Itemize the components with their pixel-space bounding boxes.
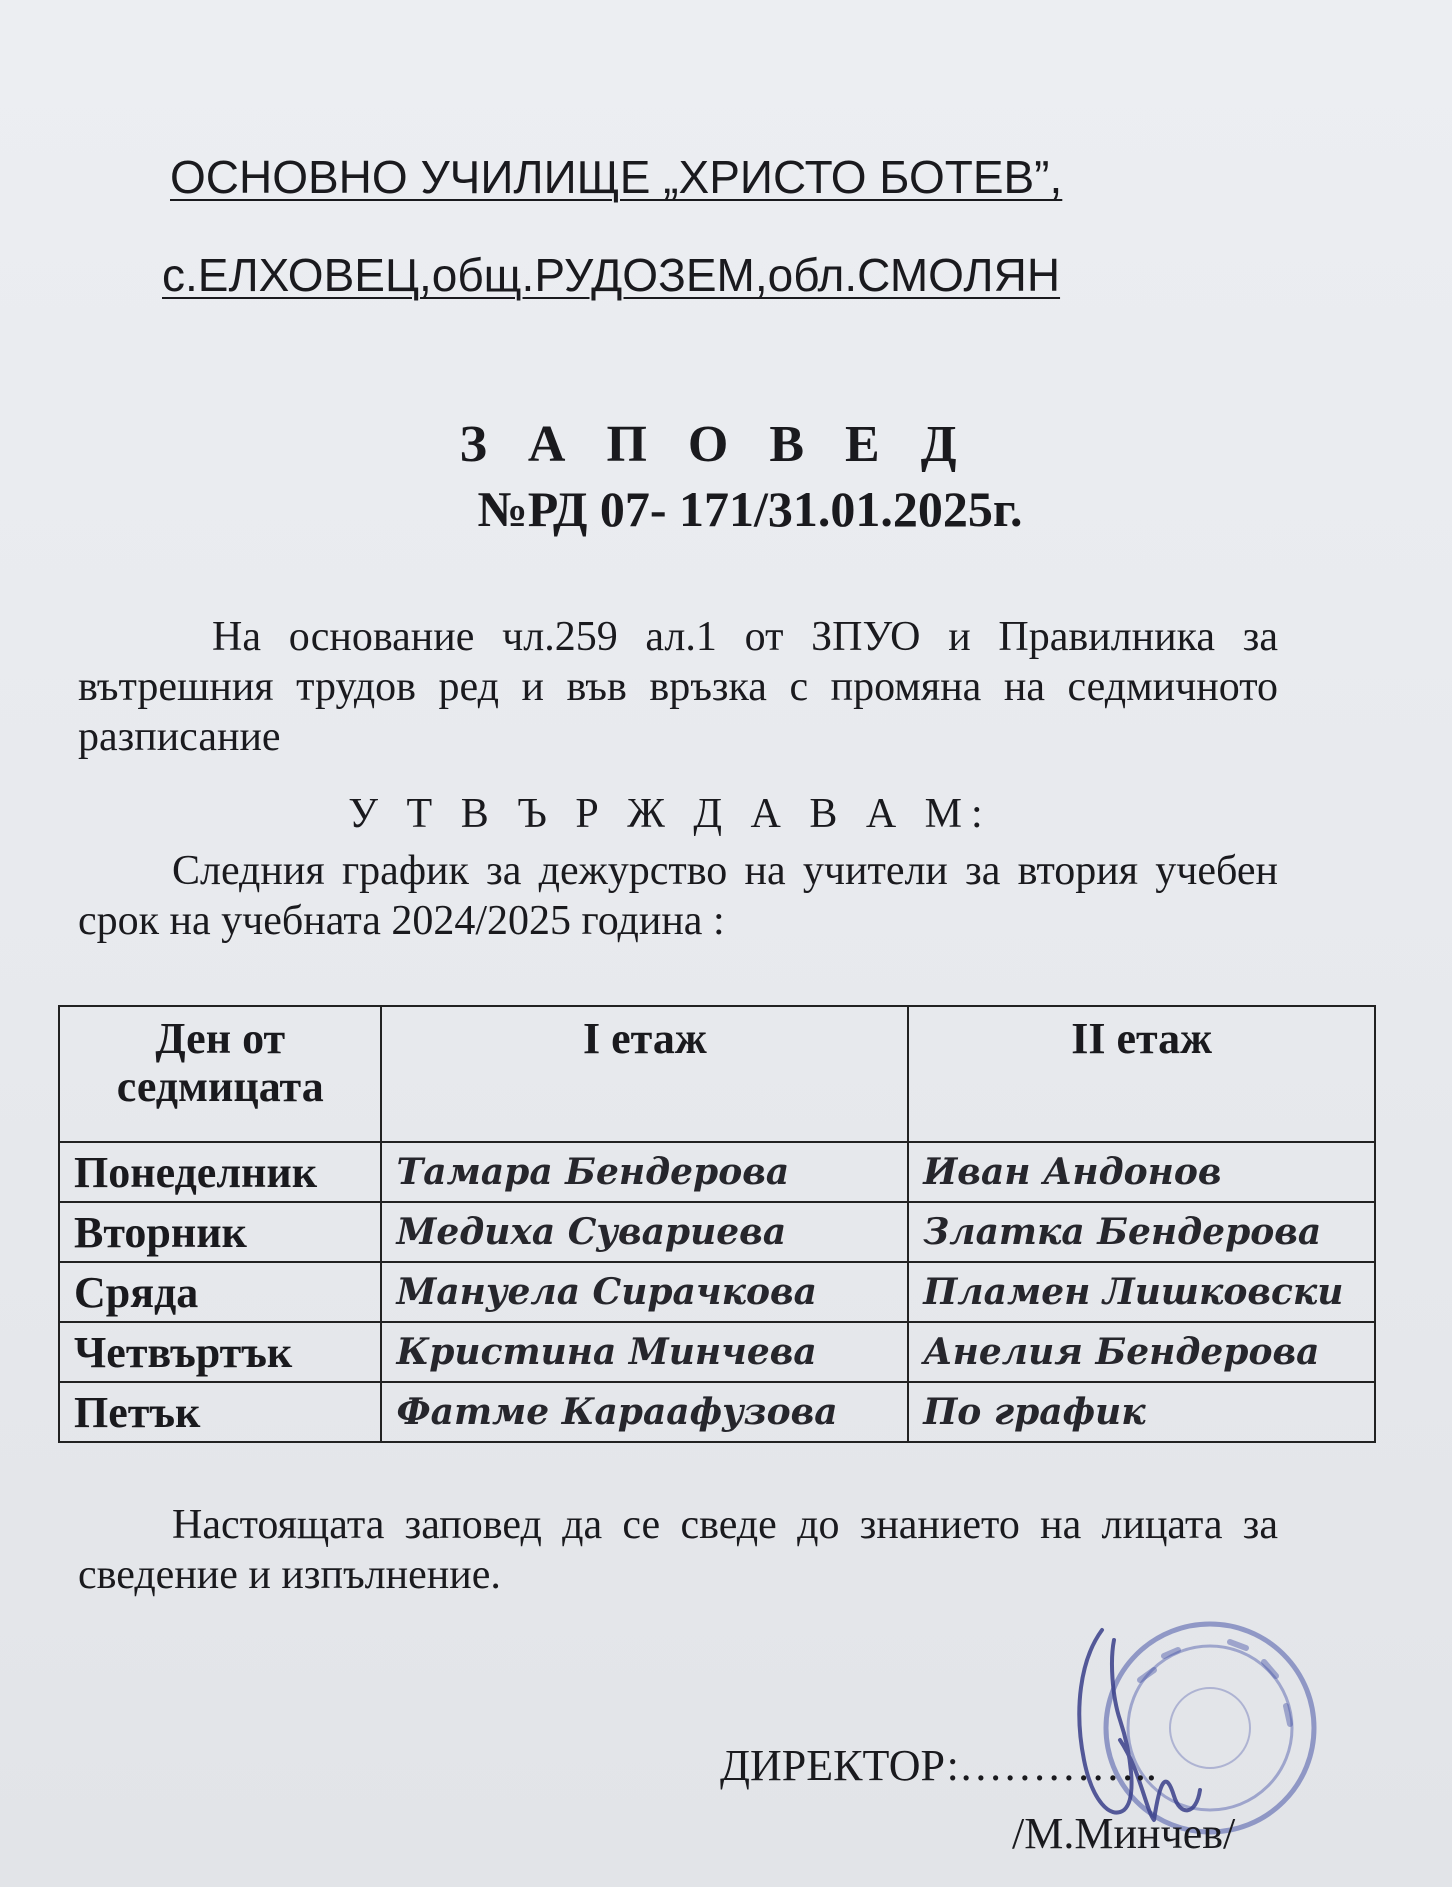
table-row [59,1262,1375,1322]
floor2-teacher-cell: Пламен Лишковски [908,1262,1375,1322]
floor1-teacher-cell: Фатме Караафузова [381,1382,908,1442]
day-cell: Сряда [59,1262,381,1322]
floor2-teacher-cell: Златка Бендерова [908,1202,1375,1262]
table-row [59,1142,1375,1202]
header-floor2: II етаж [908,1006,1375,1142]
floor1-teacher-cell: Медиха Сувариева [381,1202,908,1262]
director-signature-icon [1050,1620,1250,1840]
order-number: №РД 07- 171/31.01.2025г. [477,481,1023,537]
day-cell: Четвъртък [59,1322,381,1382]
day-cell: Вторник [59,1202,381,1262]
schedule-intro-paragraph: Следния график за дежурство на учители за втория учебен срок на учебната 2024/2025 година : [78,848,1278,944]
duty-schedule-table [58,1005,1376,1443]
header-floor1: I етаж [381,1006,908,1142]
floor2-teacher-cell: Анелия Бендерова [908,1322,1375,1382]
director-label: ДИРЕКТОР:………….. [720,1741,1157,1790]
basis-paragraph: На основание чл.259 ал.1 от ЗПУО и Правилника за вътрешния трудов ред и във връзка с промяна на седмичното разписание [78,614,1278,760]
table-row [59,1202,1375,1262]
header-day: Ден от седмицата [59,1006,381,1142]
table-header-row [59,1006,1375,1142]
school-address-line2: с.ЕЛХОВЕЦ,общ.РУДОЗЕМ,обл.СМОЛЯН [162,249,1061,301]
table-row [59,1322,1375,1382]
table-row [59,1382,1375,1442]
floor2-teacher-cell: Иван Андонов [908,1142,1375,1202]
floor1-teacher-cell: Мануела Сирачкова [381,1262,908,1322]
day-cell: Понеделник [59,1142,381,1202]
director-name: /М.Минчев/ [1012,1809,1236,1858]
closing-paragraph: Настоящата заповед да се сведе до знанието на лицата за сведение и изпълнение. [78,1502,1278,1598]
order-title: З А П О В Е Д [459,416,971,473]
approve-heading: У Т В Ъ Р Ж Д А В А М: [348,791,992,837]
floor1-teacher-cell: Тамара Бендерова [381,1142,908,1202]
school-name-line1: ОСНОВНО УЧИЛИЩЕ „ХРИСТО БОТЕВ”, [170,151,1063,203]
day-cell: Петък [59,1382,381,1442]
floor1-teacher-cell: Кристина Минчева [381,1322,908,1382]
floor2-teacher-cell: По график [908,1382,1375,1442]
